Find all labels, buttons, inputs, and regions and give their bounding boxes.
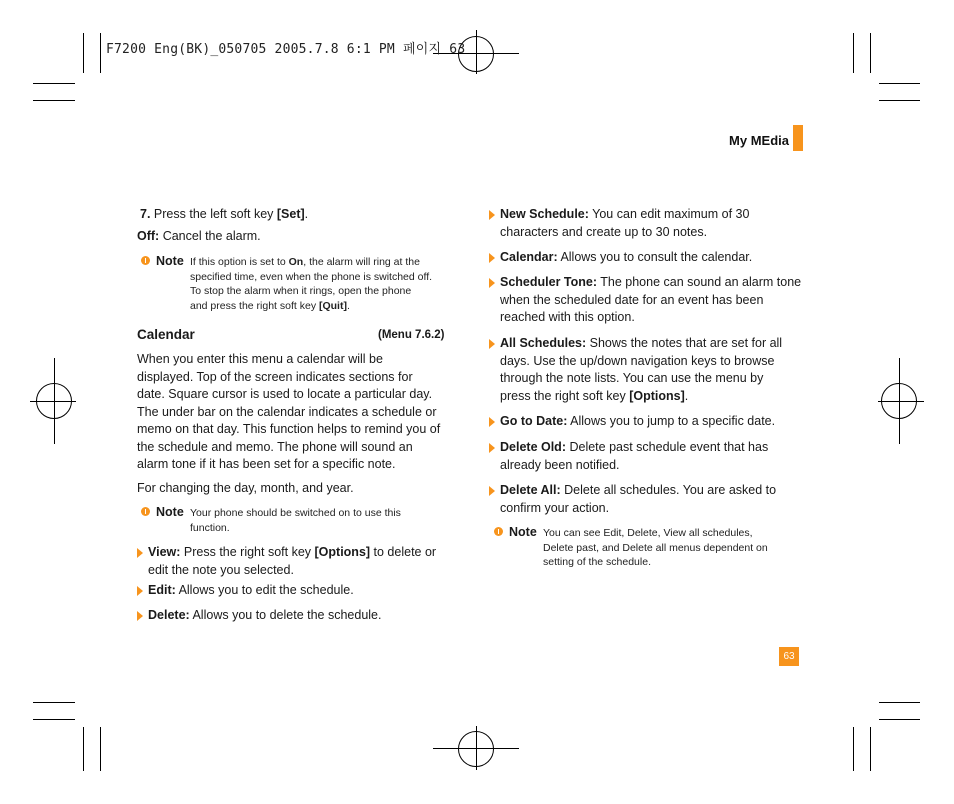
crop-mark [879,702,920,703]
crop-mark [33,719,75,720]
calendar-heading: Calendar [137,327,195,342]
section-tab [793,125,803,151]
list-item-view: View: Press the right soft key [Options] to delete or edit the note you selected. [137,544,457,579]
note-text: You can see Edit, Delete, View all schedules, Delete past, and Delete all menus dependent on setting of the schedule. [543,527,768,568]
off-text: Cancel the alarm. [159,229,261,243]
note-label: Note [509,525,537,539]
crop-mark [879,100,920,101]
list-item-new-schedule: New Schedule: You can edit maximum of 30 characters and create up to 30 notes. [489,206,809,241]
note-label: Note [156,254,184,268]
changing-text: For changing the day, month, and year. [137,481,354,495]
step-7 [140,206,308,224]
crop-mark [879,83,920,84]
list-item-delete: Delete: Allows you to delete the schedule. [137,607,457,625]
crop-mark [33,100,75,101]
list-item-go-to-date: Go to Date: Allows you to jump to a specific date. [489,413,809,431]
calendar-description: When you enter this menu a calendar will be displayed. Top of the screen indicates sections for date. Square cursor is used to locate a particular day. The under bar on the calendar indicates a schedule or memo on that day. This function helps to remind you of the schedule and memo. The phone will sound an alarm tone if it has been set for a specific note. [137,352,441,471]
bullet-arrow-icon [137,611,143,621]
list-item-delete-old: Delete Old: Delete past schedule event that has already been notified. [489,439,809,474]
crop-mark [870,727,871,771]
list-item-delete-all: Delete All: Delete all schedules. You are asked to confirm your action. [489,482,809,517]
step-text: Press the left soft key [153,207,277,221]
bullet-arrow-icon [137,586,143,596]
crop-mark [879,719,920,720]
note-block [494,525,814,571]
note-icon [494,527,503,536]
bullet-arrow-icon [489,339,495,349]
crop-mark [33,702,75,703]
crop-mark [100,33,101,73]
page-number: 63 [779,647,799,666]
crop-mark [33,83,75,84]
bullet-arrow-icon [489,278,495,288]
crop-mark [853,727,854,771]
bullet-arrow-icon [137,548,143,558]
list-item-calendar: Calendar: Allows you to consult the calendar. [489,249,809,267]
crop-mark [853,33,854,73]
crop-mark [100,727,101,771]
note-text: If this option is set to On, the alarm will ring at the specified time, even when the phone is switched off. To stop the alarm when it rings, open the phone and press the right soft key [Quit]. [190,256,433,312]
off-label: Off: [137,229,160,243]
off-option [137,228,261,246]
note-block [141,505,461,537]
section-title: My MEdia [729,133,789,148]
step-key: [Set] [276,207,305,221]
note-icon [141,507,150,516]
bullet-arrow-icon [489,443,495,453]
bullet-arrow-icon [489,417,495,427]
bullet-arrow-icon [489,486,495,496]
list-item-scheduler-tone: Scheduler Tone: The phone can sound an alarm tone when the scheduled date for an event has been reached with this option. [489,274,809,327]
list-item-all-schedules: All Schedules: Shows the notes that are set for all days. Use the up/down navigation keys to browse through the note lists. You can use the menu by press the right soft key [Options]. [489,335,809,405]
crop-mark [870,33,871,73]
note-icon [141,256,150,265]
print-header: F7200 Eng(BK)_050705 2005.7.8 6:1 PM 페이지 63 [106,42,466,57]
note-block [141,254,461,314]
note-text: Your phone should be switched on to use this function. [190,507,401,534]
crop-mark [83,33,84,73]
list-item-edit: Edit: Allows you to edit the schedule. [137,582,457,600]
bullet-arrow-icon [489,210,495,220]
bullet-arrow-icon [489,253,495,263]
step-number: 7. [140,207,151,221]
crop-mark [83,727,84,771]
note-label: Note [156,505,184,519]
step-end: . [304,207,309,221]
calendar-menu-ref: (Menu 7.6.2) [378,329,445,341]
